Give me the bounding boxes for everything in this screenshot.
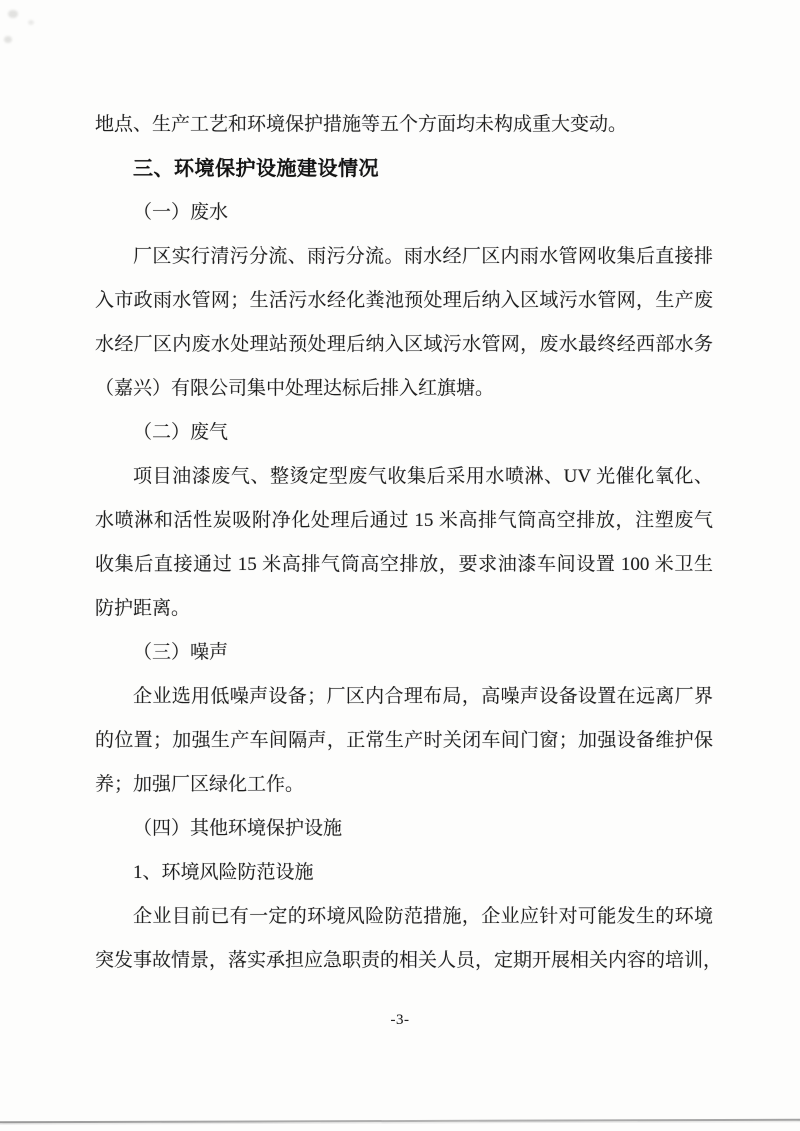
text-line: 养；加强厂区绿化工作。 xyxy=(95,774,305,795)
text-line: 收集后直接通过 15 米高排气筒高空排放，要求油漆车间设置 100 米卫生 xyxy=(95,554,713,575)
text-line: 防护距离。 xyxy=(95,598,191,619)
text-line: 入市政雨水管网；生活污水经化粪池预处理后纳入区域污水管网，生产废 xyxy=(95,290,713,311)
text-line: 的位置；加强生产车间隔声，正常生产时关闭车间门窗；加强设备维护保 xyxy=(95,730,713,751)
text-line: （四）其他环境保护设施 xyxy=(133,818,343,839)
text-line: 突发事故情景，落实承担应急职责的相关人员，定期开展相关内容的培训， xyxy=(95,950,723,971)
text-line: 1、环境风险防范设施 xyxy=(133,862,314,883)
document-body xyxy=(95,103,723,983)
scan-edge-line xyxy=(0,1119,800,1123)
text-line: 厂区实行清污分流、雨污分流。雨水经厂区内雨水管网收集后直接排 xyxy=(133,246,713,267)
scan-speck xyxy=(28,20,34,25)
text-line: 地点、生产工艺和环境保护措施等五个方面均未构成重大变动。 xyxy=(95,114,628,135)
text-line: （三）噪声 xyxy=(133,642,229,663)
text-line: 项目油漆废气、整烫定型废气收集后采用水喷淋、UV 光催化氧化、 xyxy=(133,466,713,487)
text-line: 企业目前已有一定的环境风险防范措施，企业应针对可能发生的环境 xyxy=(133,906,713,927)
section-heading: 三、环境保护设施建设情况 xyxy=(133,158,379,180)
text-line: （二）废气 xyxy=(133,422,229,443)
scan-speck xyxy=(8,10,18,18)
page-number: -3- xyxy=(390,1012,410,1028)
text-line: （嘉兴）有限公司集中处理达标后排入红旗塘。 xyxy=(95,378,495,399)
text-line: （一）废水 xyxy=(133,202,229,223)
text-line: 水喷淋和活性炭吸附净化处理后通过 15 米高排气筒高空排放，注塑废气 xyxy=(95,510,713,531)
text-line: 企业选用低噪声设备；厂区内合理布局，高噪声设备设置在远离厂界 xyxy=(133,686,713,707)
text-line: 水经厂区内废水处理站预处理后纳入区域污水管网，废水最终经西部水务 xyxy=(95,334,713,355)
scan-speck xyxy=(4,36,12,43)
